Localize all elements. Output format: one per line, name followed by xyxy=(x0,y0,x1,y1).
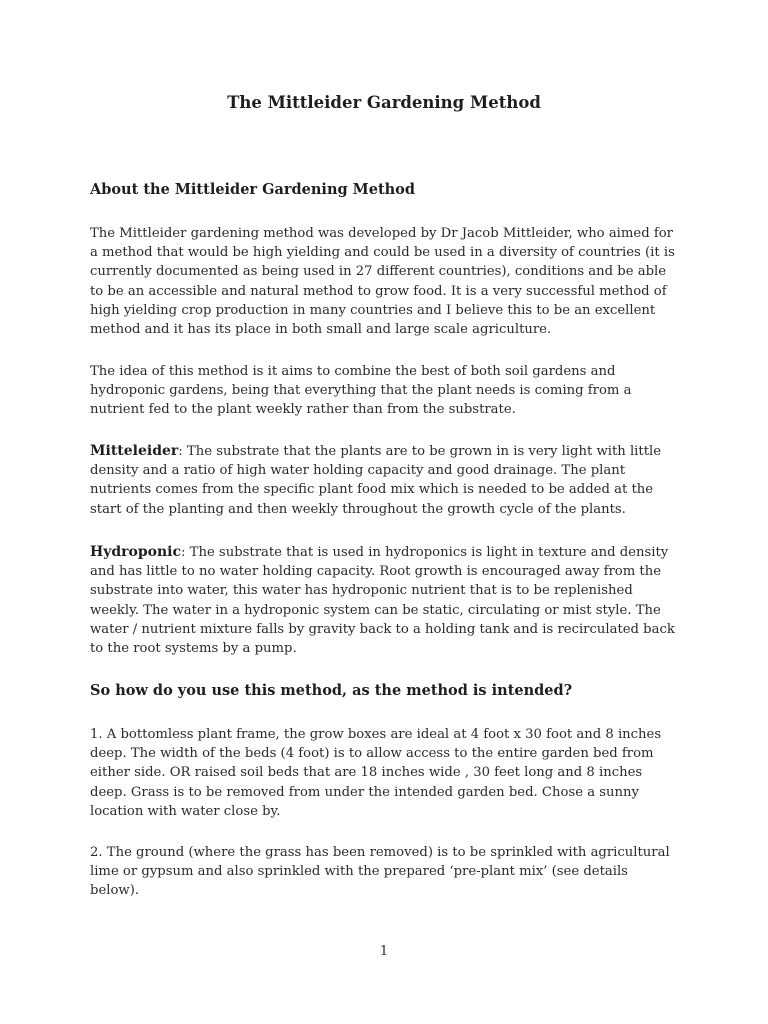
page-number: 1 xyxy=(379,944,389,959)
paragraph-hydroponic xyxy=(90,543,680,658)
step-1: 1. A bottomless plant frame, the grow boxes are ideal at 4 foot x 30 foot and 8 inches deep. The width of the beds (4 foot) is to allow access to the entire garden bed from either side. OR raised soil beds that are 18 inches wide , 30 feet long and 8 inches deep. Grass is to be removed from under the intended garden bed. Chose a sunny location with water close by. xyxy=(90,727,662,819)
step-2: 2. The ground (where the grass has been removed) is to be sprinkled with agricultural lime or gypsum and also sprinkled with the prepared ‘pre-plant mix’ (see details below). xyxy=(90,845,670,899)
paragraph-intro: The Mittleider gardening method was developed by Dr Jacob Mittleider, who aimed for a method that would be high yielding and could be used in a diversity of countries (it is currently documented as being used in 27 different countries), conditions and be able to be an accessible and natural method to grow food. It is a very successful method of high yielding crop production in many countries and I believe this to be an excellent method and it has its place in both small and large scale agriculture. xyxy=(90,226,675,338)
question-heading: So how do you use this method, as the method is intended? xyxy=(90,682,573,699)
mitteleider-description: : The substrate that the plants are to be grown in is very light with little density and a ratio of high water holding capacity and good drainage. The plant nutrients comes from the specific plant food mix which is needed to be added at the start of the planting and then weekly throughout the growth cycle of the plants. xyxy=(90,444,662,517)
page-title: The Mittleider Gardening Method xyxy=(227,93,541,112)
hydroponic-description: : The substrate that is used in hydroponics is light in texture and density and has little to no water holding capacity. Root growth is encouraged away from the substrate into water, this water has hydroponic nutrient that is to be replenished weekly. The water in a hydroponic system can be static, circulating or mist style. The water / nutrient mixture falls by gravity back to a holding tank and is recirculated back to the root systems by a pump. xyxy=(90,545,675,657)
paragraph-mitteleider xyxy=(90,442,680,519)
term-mitteleider: Mitteleider xyxy=(90,443,179,459)
section-heading: About the Mittleider Gardening Method xyxy=(90,181,415,198)
term-hydroponic: Hydroponic xyxy=(90,544,182,560)
paragraph-idea: The idea of this method is it aims to combine the best of both soil gardens and hydroponic gardens, being that everything that the plant needs is coming from a nutrient fed to the plant weekly rather than from the substrate. xyxy=(90,364,632,418)
